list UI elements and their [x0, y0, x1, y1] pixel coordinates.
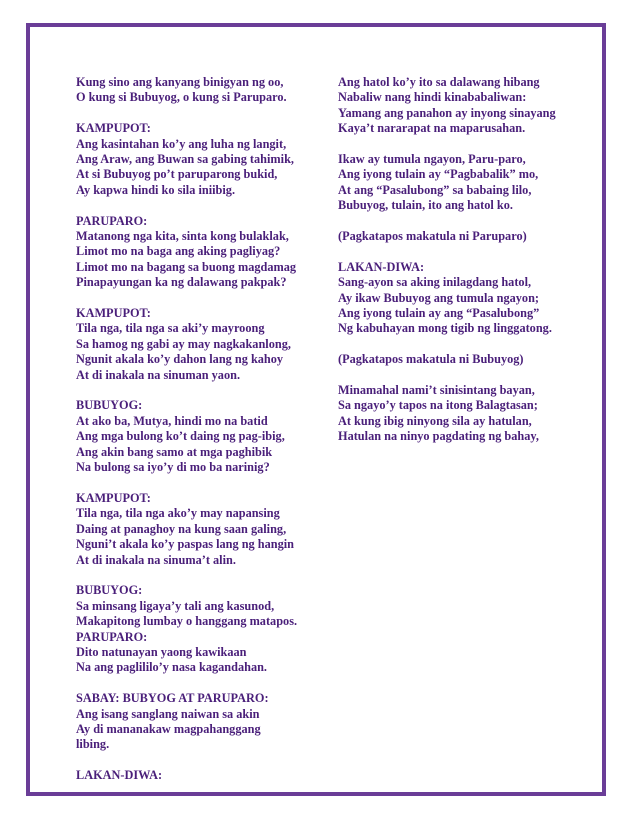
poem-line: Ng kabuhayan mong tigib ng linggatong. [338, 321, 552, 336]
poem-line: At ako ba, Mutya, hindi mo na batid [76, 413, 268, 428]
poem-line: O kung si Bubuyog, o kung si Paruparo. [76, 90, 287, 105]
poem-line: PARUPARO: [76, 213, 148, 228]
poem-line: Ang iyong tulain ay “Pagbabalik” mo, [338, 167, 539, 182]
poem-line: Bubuyog, tulain, ito ang hatol ko. [338, 198, 513, 213]
poem-line: Dito natunayan yaong kawikaan [76, 644, 247, 659]
poem-line: Ay ikaw Bubuyog ang tumula ngayon; [338, 290, 540, 305]
poem-line: PARUPARO: [76, 629, 148, 644]
stanza [338, 352, 600, 367]
poem-line: KAMPUPOT: [76, 121, 151, 136]
poem-line: Daing at panaghoy na kung saan galing, [76, 521, 287, 536]
stanza [76, 306, 326, 383]
poem-line: LAKAN-DIWA: [76, 768, 163, 783]
poem-line: Matanong nga kita, sinta kong bulaklak, [76, 229, 289, 244]
poem-line: At ang “Pasalubong” sa babaing lilo, [338, 182, 532, 197]
poem-line: (Pagkatapos makatula ni Bubuyog) [338, 352, 524, 367]
stanza [76, 398, 326, 475]
poem-line: Hatulan na ninyo pagdating ng bahay, [338, 429, 539, 444]
poem-line: Sang-ayon sa aking inilagdang hatol, [338, 275, 532, 290]
poem-line: Minamahal nami’t sinisintang bayan, [338, 383, 535, 398]
poem-line: Sa hamog ng gabi ay may nagkakanlong, [76, 336, 291, 351]
poem-line: Ang Araw, ang Buwan sa gabing tahimik, [76, 152, 294, 167]
poem-line: Na ang paglililo’y nasa kagandahan. [76, 660, 268, 675]
poem-line: Ang iyong tulain ay ang “Pasalubong” [338, 306, 540, 321]
poem-line: Ang kasintahan ko’y ang luha ng langit, [76, 136, 287, 151]
stanza [338, 152, 600, 214]
poem-line: Tila nga, tila nga sa aki’y mayroong [76, 321, 265, 336]
stanza [338, 260, 600, 337]
poem-line: libing. [76, 737, 110, 752]
poem-line: (Pagkatapos makatula ni Paruparo) [338, 229, 527, 244]
poem-line: At di inakala na sinuman yaon. [76, 367, 241, 382]
poem-line: Ngunit akala ko’y dahon lang ng kahoy [76, 352, 284, 367]
stanza [338, 75, 600, 137]
stanza [76, 75, 326, 106]
stanza [338, 383, 600, 445]
poem-line: At kung ibig ninyong sila ay hatulan, [338, 413, 532, 428]
right-column [338, 75, 600, 460]
poem-line: KAMPUPOT: [76, 306, 151, 321]
poem-line: SABAY: BUBYOG AT PARUPARO: [76, 691, 269, 706]
left-column [76, 75, 326, 799]
poem-line: Ay di mananakaw magpahanggang [76, 721, 261, 736]
poem-line: Kung sino ang kanyang binigyan ng oo, [76, 75, 284, 89]
poem-line: Ang mga bulong ko’t daing ng pag-ibig, [76, 429, 285, 444]
poem-line: Ang akin bang samo at mga paghibik [76, 444, 273, 459]
poem-line: Ay kapwa hindi ko sila iniibig. [76, 182, 236, 197]
stanza [76, 691, 326, 753]
poem-line: Ang isang sanglang naiwan sa akin [76, 706, 260, 721]
poem-line: Tila nga, tila nga ako’y may napansing [76, 506, 280, 521]
poem-line: KAMPUPOT: [76, 490, 151, 505]
poem-line: Sa ngayo’y tapos na itong Balagtasan; [338, 398, 538, 413]
poem-line: Ang hatol ko’y ito sa dalawang hibang [338, 75, 540, 89]
poem-line: Nguni’t akala ko’y paspas lang ng hangin [76, 537, 295, 552]
poem-line: Limot mo na bagang sa buong magdamag [76, 259, 297, 274]
poem-line: Sa minsang ligaya’y tali ang kasunod, [76, 598, 275, 613]
stanza [76, 121, 326, 198]
poem-line: BUBUYOG: [76, 583, 143, 598]
poem-line: Nabaliw nang hindi kinababaliwan: [338, 90, 527, 105]
poem-line: BUBUYOG: [76, 398, 143, 413]
poem-line: Kaya’t nararapat na maparusahan. [338, 121, 526, 136]
poem-line: Ikaw ay tumula ngayon, Paru-paro, [338, 152, 526, 167]
poem-line: At si Bubuyog po’t paruparong bukid, [76, 167, 278, 182]
poem-line: At di inakala na sinuma’t alin. [76, 552, 236, 567]
poem-line: Limot mo na baga ang aking pagliyag? [76, 244, 281, 259]
stanza [76, 214, 326, 291]
poem-line: LAKAN-DIWA: [338, 259, 425, 274]
poem-line: Na bulong sa iyo’y di mo ba narinig? [76, 460, 270, 475]
stanza [76, 768, 326, 783]
poem-line: Makapitong lumbay o hanggang matapos. [76, 614, 298, 629]
stanza [338, 229, 600, 244]
stanza [76, 491, 326, 568]
poem-line: Pinapayungan ka ng dalawang pakpak? [76, 275, 287, 290]
stanza [76, 583, 326, 675]
poem-line: Yamang ang panahon ay inyong sinayang [338, 105, 556, 120]
